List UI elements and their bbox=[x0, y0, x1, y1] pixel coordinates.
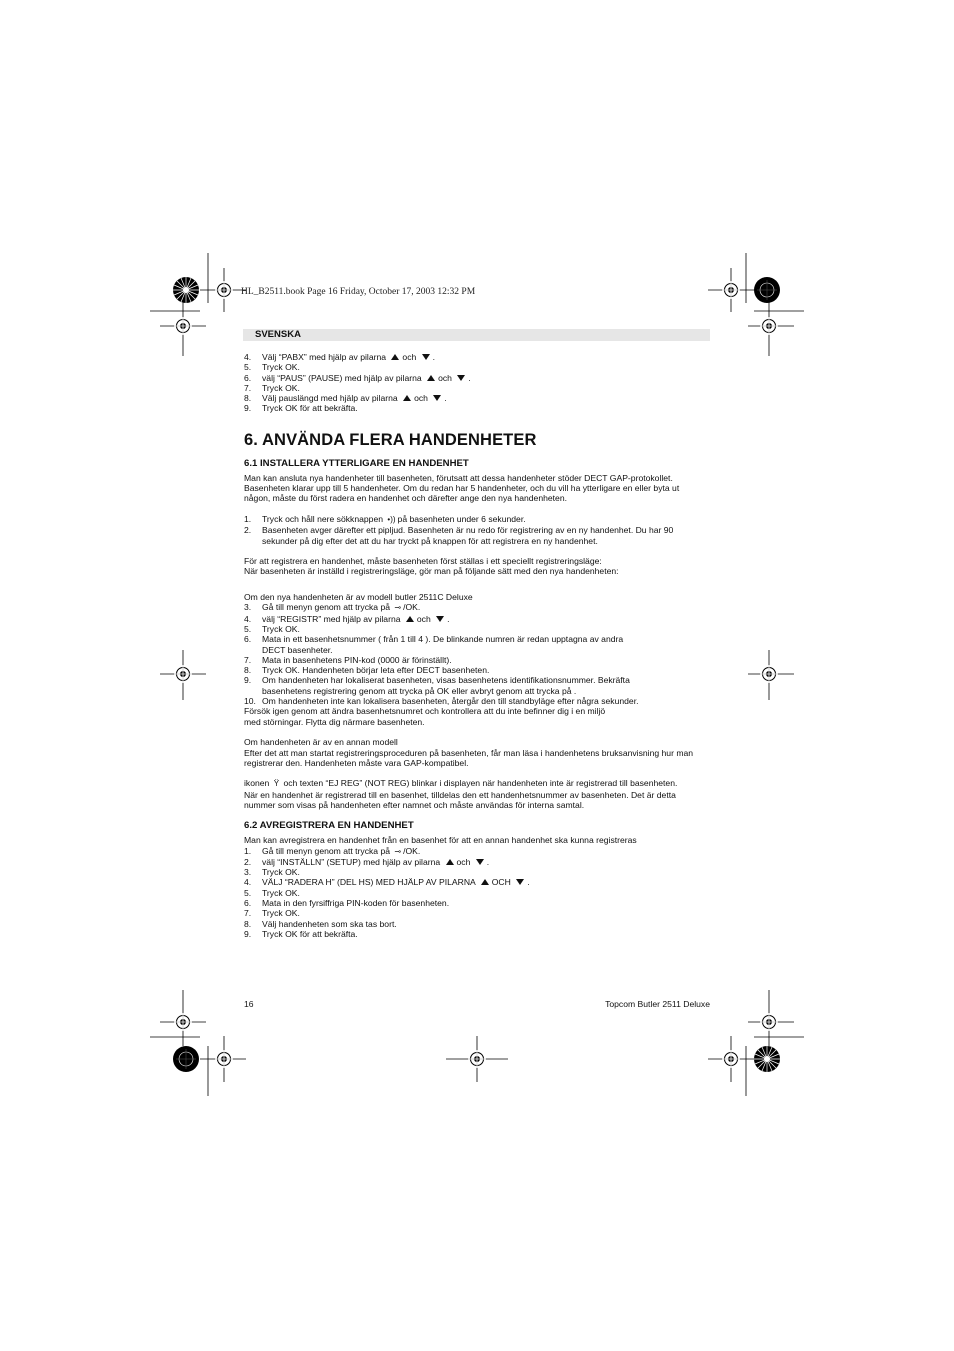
list-item: 3. Gå till menyn genom att trycka på ⊸ /OK. bbox=[244, 602, 421, 613]
list-item: 6. välj “PAUS” (PAUSE) med hjälp av pilarna och . bbox=[244, 372, 471, 383]
page-number: 16 bbox=[244, 999, 254, 1009]
list-item: 9. Om handenheten har lokaliserat basenheten, visas basenhetens identifikationsnummer. Bekräfta bbox=[244, 675, 630, 686]
list-item: 7. Mata in basenhetens PIN-kod (0000 är förinställt). bbox=[244, 654, 452, 665]
paragraph-line: När en handenhet är registrerad till en basenhet, tilldelas den ett handenhetsnummer av basenheten. Det är detta bbox=[244, 789, 676, 800]
list-item: 2. välj “INSTÄLLN” (SETUP) med hjälp av pilarna och . bbox=[244, 856, 490, 867]
paragraph-line: med störningar. Flytta dig närmare basenheten. bbox=[244, 716, 425, 727]
arrow-down-icon bbox=[476, 859, 484, 865]
list-item: 6. Mata in ett basenhetsnummer ( från 1 till 4 ). De blinkande numren är redan upptagna av andra bbox=[244, 634, 624, 645]
list-item: 8. Välj pauslängd med hjälp av pilarna och . bbox=[244, 393, 447, 404]
list-item: 6. Mata in den fyrsiffriga PIN-koden för basenheten. bbox=[244, 898, 450, 909]
list-item: 8. Välj handenheten som ska tas bort. bbox=[244, 918, 397, 929]
list-item: 5. Tryck OK. bbox=[244, 623, 300, 634]
paragraph-line: Basenheten klarar upp till 5 handenheter. Om du redan har 5 handenheter, och du vill ha ytterligare en eller byta ut bbox=[244, 483, 680, 494]
menu-key-icon: ⊸ bbox=[394, 603, 402, 613]
list-item: 7. Tryck OK. bbox=[244, 908, 300, 919]
paragraph-line: registrerar den. Handenheten måste vara GAP-kompatibel. bbox=[244, 757, 469, 768]
list-item-continuation: basenhetens registrering genom att trycka på OK eller avbryt genom att trycka på . bbox=[262, 685, 577, 696]
list-item: 4. välj “REGISTR” med hjälp av pilarna och . bbox=[244, 613, 450, 624]
list-item: 1. Gå till menyn genom att trycka på ⊸ /OK. bbox=[244, 845, 421, 856]
paragraph-line: Om handenheten är av en annan modell bbox=[244, 737, 398, 748]
paragraph-line: Man kan ansluta nya handenheter till basenheten, förutsatt att dessa handenheter stöder DECT GAP-protokollet. bbox=[244, 472, 673, 483]
paragraph-line: ikonen Ÿ och texten “EJ REG” (NOT REG) blinkar i displayen när handenheten inte är registrerad till basenheten. bbox=[244, 778, 678, 789]
list-item: 2. Basenheten avger därefter ett pipljud. Basenheten är nu redo för registrering av en ny handenhet. Du har 90 bbox=[244, 525, 674, 536]
product-name: Topcom Butler 2511 Deluxe bbox=[605, 999, 710, 1009]
list-item: 5. Tryck OK. bbox=[244, 887, 300, 898]
list-item: 3. Tryck OK. bbox=[244, 867, 300, 878]
arrow-up-icon bbox=[481, 879, 489, 885]
language-header-bar bbox=[243, 329, 710, 341]
print-info-line: HL_B2511.book Page 16 Friday, October 17, 2003 12:32 PM bbox=[241, 287, 476, 297]
subsection-title: 6.2 AVREGISTRERA EN HANDENHET bbox=[244, 820, 414, 832]
paragraph-line: Försök igen genom att ändra basenhetsnumret och kontrollera att du inte befinner dig i en miljö bbox=[244, 706, 606, 717]
antenna-icon: Ÿ bbox=[273, 779, 280, 789]
list-item: 10. Om handenheten inte kan lokalisera basenheten, återgår den till standbyläge efter några sekunder. bbox=[244, 696, 639, 707]
list-item: 9. Tryck OK för att bekräfta. bbox=[244, 928, 358, 939]
arrow-up-icon bbox=[391, 354, 399, 360]
section-title: 6. ANVÄNDA FLERA HANDENHETER bbox=[244, 430, 537, 449]
arrow-down-icon bbox=[516, 879, 524, 885]
list-item: 4. VÄLJ “RADERA H” (DEL HS) MED HJÄLP AV PILARNA OCH . bbox=[244, 877, 530, 888]
language-label: SVENSKA bbox=[255, 329, 301, 340]
arrow-up-icon bbox=[446, 859, 454, 865]
arrow-down-icon bbox=[433, 395, 441, 401]
list-item-continuation: sekunder på dig efter det att du har tryckt på knappen för att registrera en ny handenhet. bbox=[262, 535, 598, 546]
arrow-down-icon bbox=[422, 354, 430, 360]
list-item-continuation: DECT basenheter. bbox=[262, 644, 333, 655]
paragraph-line: När basenheten är inställd i registreringsläge, gör man på följande sätt med den nya handenheten: bbox=[244, 566, 619, 577]
paragraph-line: Man kan avregistrera en handenhet från en basenhet för att en annan handenhet ska kunna registreras bbox=[244, 835, 637, 846]
subsection-title: 6.1 INSTALLERA YTTERLIGARE EN HANDENHET bbox=[244, 457, 469, 469]
arrow-up-icon bbox=[406, 616, 414, 622]
list-item: 4. Välj “PABX” med hjälp av pilarna och . bbox=[244, 352, 436, 362]
list-item: 1. Tryck och håll nere sökknappen •)) på basenheten under 6 sekunder. bbox=[244, 513, 526, 524]
list-item: 9. Tryck OK för att bekräfta. bbox=[244, 403, 358, 414]
arrow-down-icon bbox=[457, 375, 465, 381]
list-item: 5. Tryck OK. bbox=[244, 362, 300, 373]
paragraph-line: För att registrera en handenhet, måste basenheten först ställas i ett speciellt registreringsläge: bbox=[244, 556, 602, 567]
list-item: 8. Tryck OK. Handenheten börjar leta efter DECT basenheten. bbox=[244, 665, 490, 676]
arrow-down-icon bbox=[436, 616, 444, 622]
paragraph-line: någon, måste du först radera en handenhet och därefter ange den nya handenheten. bbox=[244, 493, 567, 504]
paragraph-line: Om den nya handenheten är av modell butler 2511C Deluxe bbox=[244, 592, 473, 603]
paragraph-line: nummer som visas på handenheten efter namnet och måste användas för interna samtal. bbox=[244, 799, 585, 810]
list-item: 7. Tryck OK. bbox=[244, 382, 300, 393]
page-button-icon: •)) bbox=[387, 514, 396, 524]
arrow-up-icon bbox=[427, 375, 435, 381]
paragraph-line: Efter det att man startat registreringsproceduren på basenheten, får man läsa i handenhetens bruksanvisning hur man bbox=[244, 747, 694, 758]
page-content bbox=[244, 352, 714, 939]
menu-key-icon: ⊸ bbox=[394, 846, 402, 856]
arrow-up-icon bbox=[403, 395, 411, 401]
